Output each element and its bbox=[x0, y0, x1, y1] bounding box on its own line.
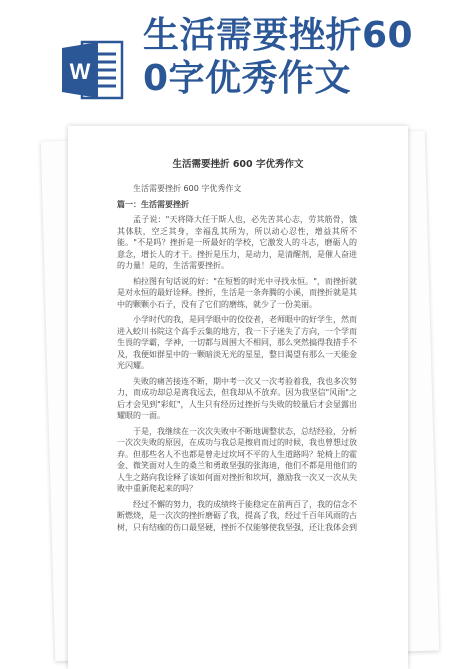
svg-text:W: W bbox=[69, 59, 91, 84]
document-body bbox=[117, 183, 357, 537]
paragraph: 柏拉图有句话说的好："在短暂的时光中寻找永恒。"，而挫折就是对永恒的最好诠释。挫折，生活是一条奔腾的小溪，而挫折就是其中的颗颗小石子，没有了它们的磨练，就少了一份美丽。 bbox=[117, 276, 357, 309]
banner-title-line-2: 0字优秀作文 bbox=[143, 58, 352, 99]
document-subtitle: 生活需要挫折 600 字优秀作文 bbox=[133, 184, 242, 193]
document-title: 生活需要挫折 600 字优秀作文 bbox=[172, 159, 304, 170]
paragraph: 失败的痛苦接连不断，期中考一次又一次考验着我，我也多次努力，而成功却总是离我远去，但我却从不放弃。因为我坚信"风雨"之后才会见到"彩虹"，人生只有经历过挫折与失败的较量后才会显露出耀眼的一面。 bbox=[117, 376, 357, 420]
word-document-icon bbox=[62, 38, 124, 102]
banner-title bbox=[143, 14, 463, 100]
banner-title-line-1: 生活需要挫折60 bbox=[143, 15, 414, 56]
section-heading: 篇一：生活需要挫折 bbox=[117, 199, 189, 209]
paragraph: 经过不懈的努力，我的成绩终于能稳定在前两百了，我的信念不断燃烧，是一次次的挫折磨砺了我，提高了我，经过千百年风雨的古树，只有结痂的伤口最坚硬，挫折不仅能够使我坚强，还让我体会到 bbox=[117, 499, 357, 532]
document-page bbox=[68, 126, 408, 669]
paragraph: 于是，我继续在一次次失败中不断地调整状态，总结经验，分析一次次失败的原因，在成功与我总是擦肩而过的时候，我也曾想过放弃。但那些名人不也都是曾走过坎坷不平的人生道路吗？轮椅上的霍金、微笑面对人生的桑兰和勇敢坚强的张海迪，他们不都是用他们的人生之路向我诠释了该如何面对挫折和坎坷，激励我一次又一次从失败中重新爬起来的吗？ bbox=[117, 426, 357, 493]
paragraph: 小学时代的我，是同学眼中的佼佼者，老师眼中的好学生，然而进入蛟川书院这个高手云集的地方，我一下子迷失了方向，一个学而生畏的学霸，学神，一切都与周围大不相同，那么突然搞得我措手不及，我便如群星中的一颗暗淡无光的星星，整日渴望有那么一天能金光闪耀。 bbox=[117, 315, 357, 370]
title-banner bbox=[0, 0, 474, 118]
paragraph: 孟子说："天将降大任于斯人也，必先苦其心志，劳其筋骨，饿其体肤，空乏其身，幸福乱其所为，所以动心忍性，增益其所不能。"不是吗？挫折是一所最好的学校，它激发人的斗志，磨砺人的意念，增长人的才干。挫折是压力，是动力，是清醒剂，是催人奋进的力量！是的，生活需要挫折。 bbox=[117, 215, 357, 270]
